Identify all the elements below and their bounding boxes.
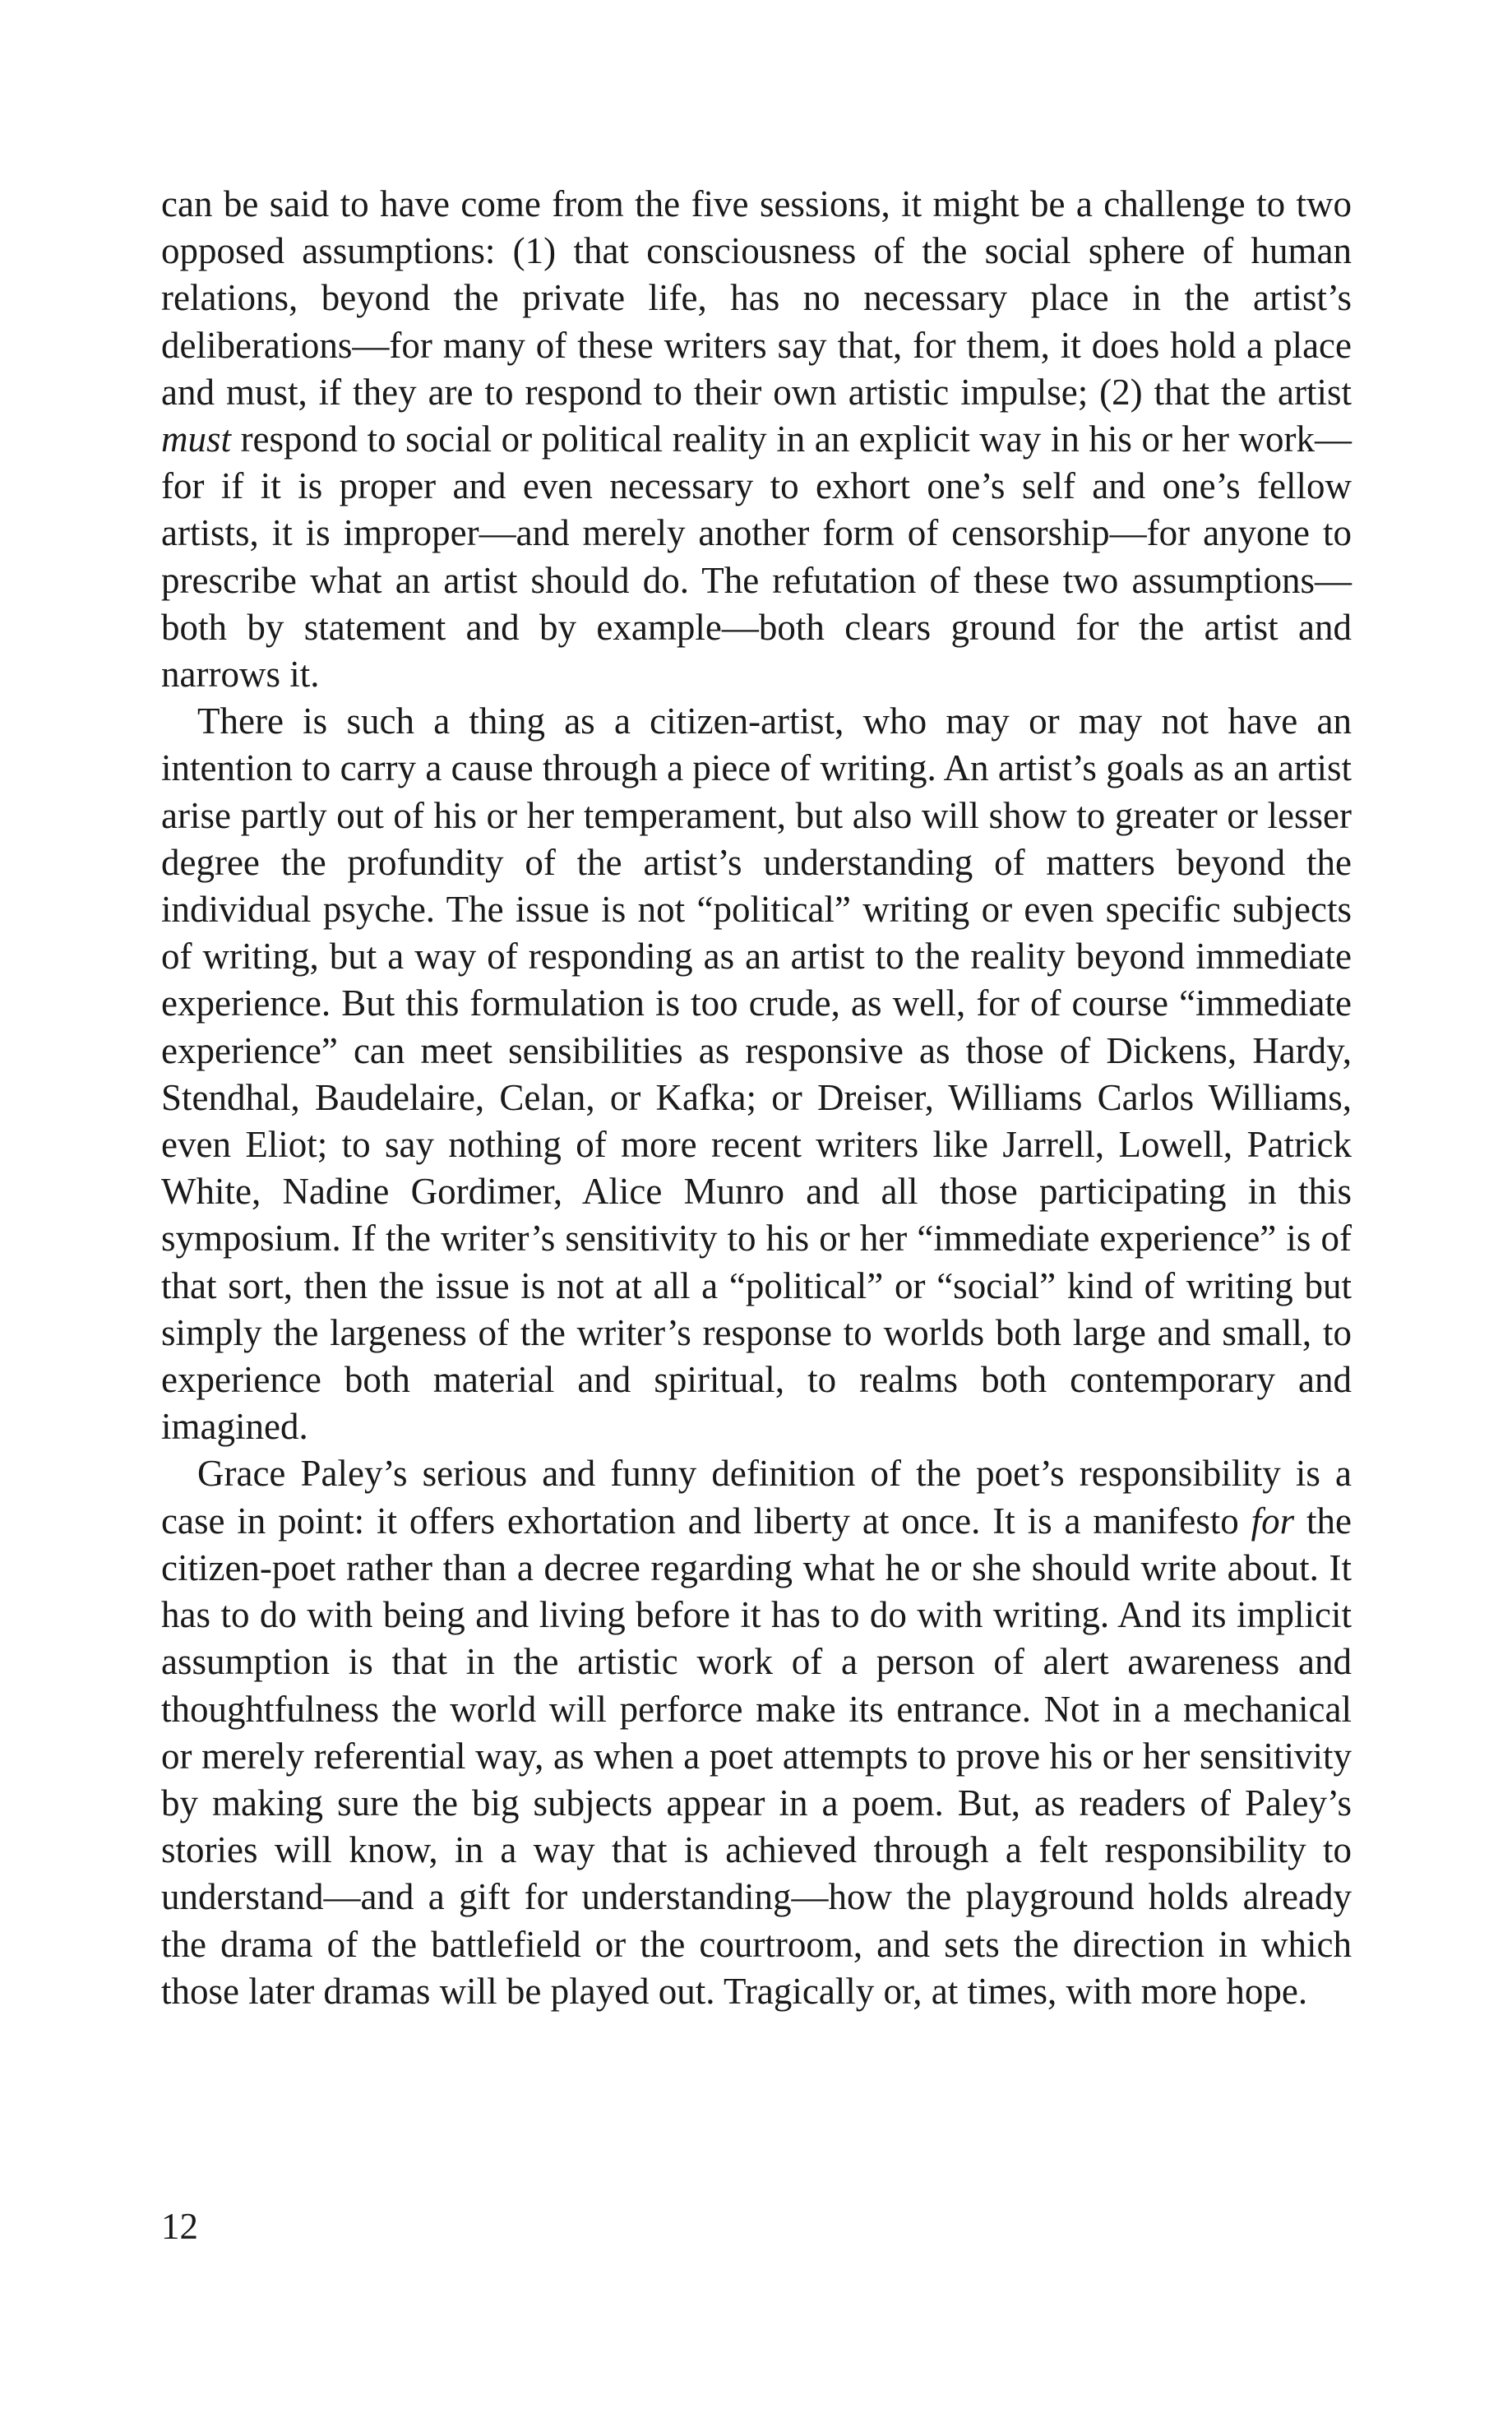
paragraph-1-text-a: can be said to have come from the five sessions, it might be a challenge to two opposed assumptions: (1) that consciousness of the social sphere of human relations, beyond the private life, has no necessary place in the artist’s deliberations—for many of these writers say that, for them, it does hold a place and must, if they are to respond to their own artistic impulse; (2) that the artist bbox=[161, 183, 1352, 413]
paragraph-3-emphasis: for bbox=[1251, 1500, 1295, 1542]
paragraph-1-text-b: respond to social or political reality in an explicit way in his or her work—for if it is proper and even necessary to exhort one’s self and one’s fellow artists, it is improper—and merely another form of censorship—for anyone to prescribe what an artist should do. The refutation of these two assumptions—both by statement and by example—both clears ground for the artist and narrows it. bbox=[161, 418, 1352, 696]
paragraph-3-text-b: the citizen-poet rather than a decree regarding what he or she should write about. It has to do with being and living before it has to do with writing. And its implicit assumption is that in the artistic work of a person of alert awareness and thoughtfulness the world will perforce make its entrance. Not in a mechanical or merely referential way, as when a poet attempts to prove his or her sensitivity by making sure the big subjects appear in a poem. But, as readers of Paley’s stories will know, in a way that is achieved through a felt responsibility to understand—and a gift for understanding—how the playground holds already the drama of the battlefield or the courtroom, and sets the direction in which those later dramas will be played out. Tragically or, at times, with more hope. bbox=[161, 1500, 1352, 2012]
paragraph-3-text-a: Grace Paley’s serious and funny definition of the poet’s responsibility is a case in point: it offers exhortation and liberty at once. It is a manifesto bbox=[161, 1453, 1352, 1542]
page-body bbox=[161, 181, 1352, 2015]
paragraph-1-emphasis: must bbox=[161, 418, 232, 460]
paragraph-2: There is such a thing as a citizen-artist, who may or may not have an intention to carry a cause through a piece of writing. An artist’s goals as an artist arise partly out of his or her temperament, but also will show to greater or lesser degree the profundity of the artist’s understanding of matters beyond the individual psyche. The issue is not “political” writing or even specific subjects of writing, but a way of responding as an artist to the reality beyond immediate experience. But this formulation is too crude, as well, for of course “immediate experience” can meet sensibilities as responsive as those of Dickens, Hardy, Stendhal, Baudelaire, Celan, or Kafka; or Dreiser, Williams Carlos Williams, even Eliot; to say nothing of more recent writers like Jarrell, Lowell, Patrick White, Nadine Gordimer, Alice Munro and all those participating in this symposium. If the writer’s sensitivity to his or her “immediate experience” is of that sort, then the issue is not at all a “political” or “social” kind of writing but simply the largeness of the writer’s response to worlds both large and small, to experience both material and spiritual, to realms both contemporary and imagined. bbox=[161, 700, 1352, 1448]
page-number: 12 bbox=[161, 2206, 198, 2247]
paragraph-3 bbox=[161, 1450, 1352, 2014]
paragraph-1 bbox=[161, 181, 1352, 698]
